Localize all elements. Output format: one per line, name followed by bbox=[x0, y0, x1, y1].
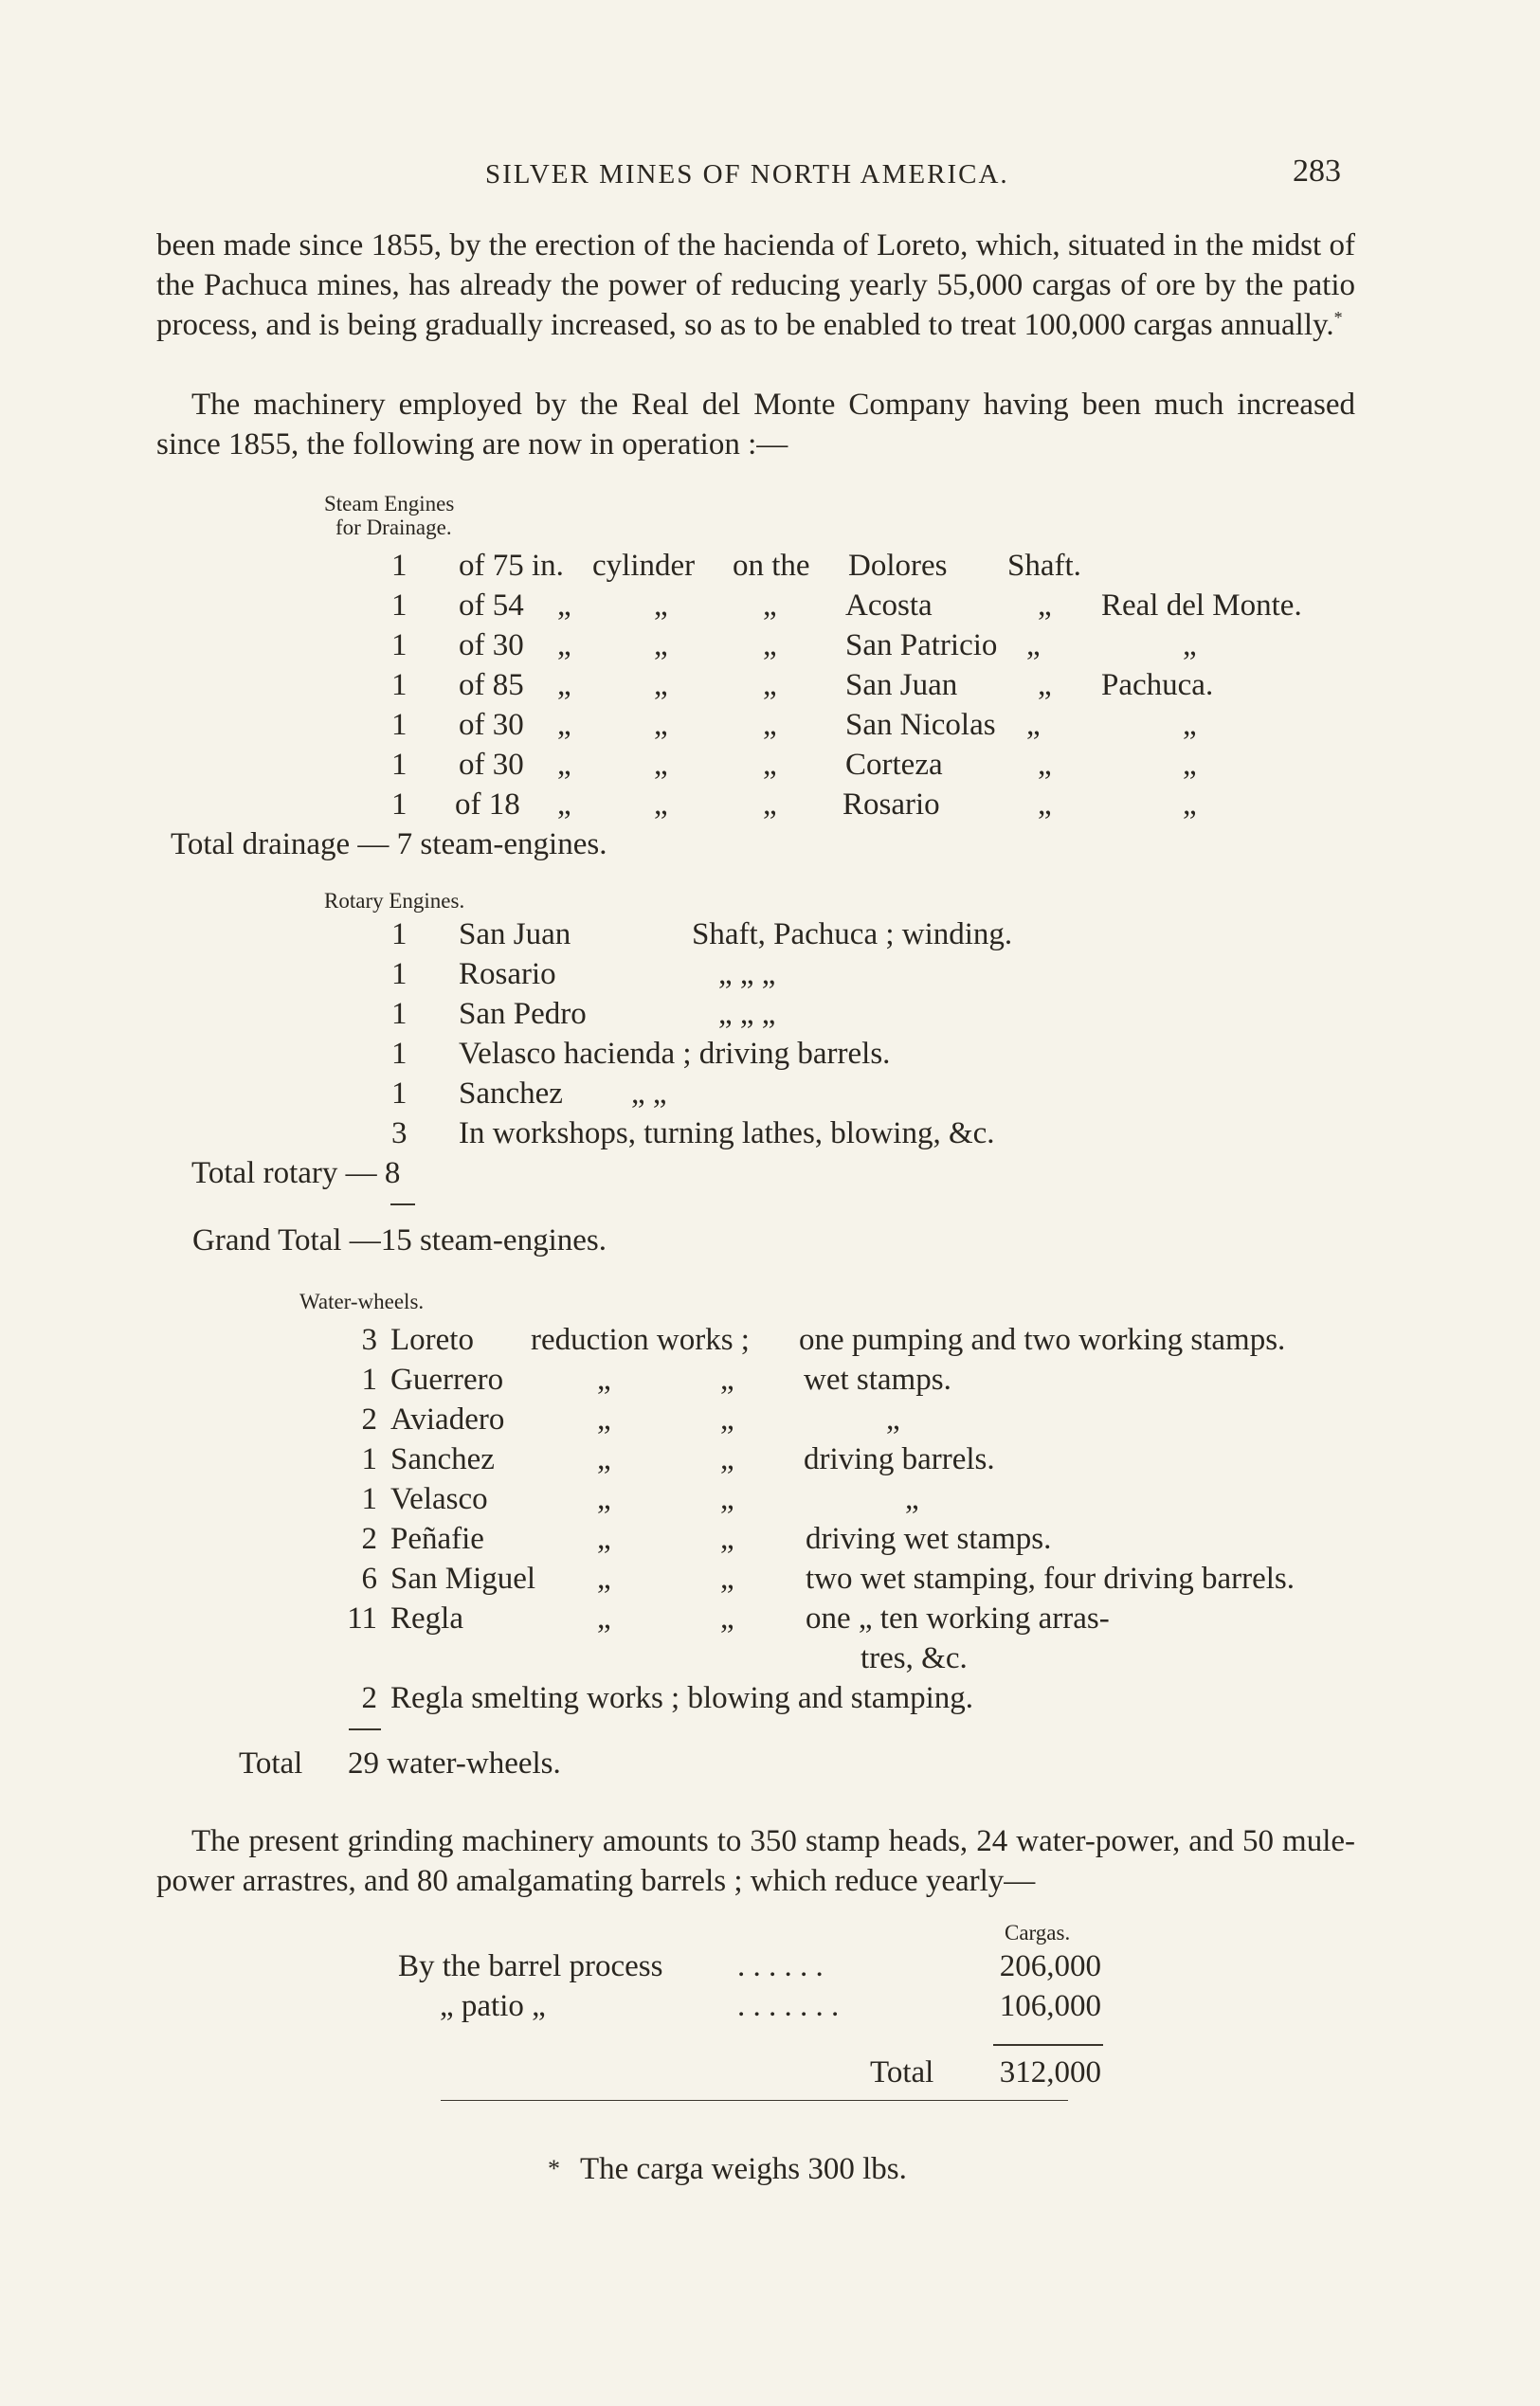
cargas-value: 206,000 bbox=[999, 1949, 1101, 1983]
water-desc: one pumping and two working stamps. bbox=[799, 1323, 1286, 1357]
water-works: reduction works ; bbox=[531, 1323, 750, 1357]
water-name: Velasco bbox=[390, 1482, 488, 1516]
water-count: 1 bbox=[361, 1442, 377, 1476]
steam-shaft: Dolores bbox=[848, 549, 948, 583]
water-sum-rule bbox=[349, 1728, 381, 1730]
steam-size: of 85 bbox=[459, 668, 524, 702]
steam-size: of 54 bbox=[459, 588, 524, 623]
steam-word: „ bbox=[1026, 708, 1041, 742]
cargas-leader: . . . . . . . bbox=[737, 1989, 840, 2023]
steam-place: „ bbox=[1183, 787, 1197, 822]
steam-prep: „ bbox=[654, 588, 668, 623]
water-desc-continuation: tres, &c. bbox=[861, 1641, 968, 1675]
water-works-2: „ bbox=[720, 1442, 734, 1476]
steam-size: of 30 bbox=[459, 628, 524, 662]
water-count: 3 bbox=[361, 1323, 377, 1357]
steam-count: 1 bbox=[391, 549, 408, 583]
steam-shaft: San Juan bbox=[845, 668, 958, 702]
steam-word: „ bbox=[1038, 668, 1052, 702]
steam-size: of 18 bbox=[455, 787, 520, 822]
steam-word: „ bbox=[1026, 628, 1041, 662]
rotary-sum-rule bbox=[390, 1203, 415, 1205]
rotary-count: 1 bbox=[391, 917, 408, 951]
steam-count: 1 bbox=[391, 588, 408, 623]
steam-place: Real del Monte. bbox=[1101, 588, 1302, 623]
steam-prep-2: „ bbox=[763, 748, 777, 782]
rotary-name: Sanchez bbox=[459, 1076, 563, 1111]
steam-word: Shaft. bbox=[1007, 549, 1081, 583]
water-works: „ bbox=[597, 1363, 611, 1397]
water-name: San Miguel bbox=[390, 1562, 536, 1596]
water-works: „ bbox=[597, 1482, 611, 1516]
steam-prep: „ bbox=[654, 668, 668, 702]
steam-size: of 30 bbox=[459, 708, 524, 742]
footnote-rule bbox=[441, 2100, 1068, 2101]
grand-total: Grand Total —15 steam-engines. bbox=[192, 1223, 607, 1257]
smelting-count: 2 bbox=[361, 1681, 377, 1715]
water-works: „ bbox=[597, 1522, 611, 1556]
rotary-count: 1 bbox=[391, 1037, 408, 1071]
water-count: 2 bbox=[361, 1402, 377, 1437]
steam-count: 1 bbox=[391, 668, 408, 702]
steam-count: 1 bbox=[391, 748, 408, 782]
water-name: Loreto bbox=[390, 1323, 474, 1357]
rotary-count: 1 bbox=[391, 997, 408, 1031]
rotary-detail: „ „ „ bbox=[718, 957, 776, 991]
water-desc: one „ ten working arras- bbox=[806, 1601, 1110, 1636]
smelting-line: Regla smelting works ; blowing and stamping. bbox=[390, 1681, 974, 1715]
steam-shaft: San Nicolas bbox=[845, 708, 996, 742]
page-number: 283 bbox=[1293, 154, 1341, 189]
water-desc: driving barrels. bbox=[804, 1442, 995, 1476]
steam-unit: „ bbox=[557, 708, 571, 742]
rotary-name: Velasco hacienda ; driving barrels. bbox=[459, 1037, 891, 1071]
footnote-reference: * bbox=[1333, 308, 1343, 327]
water-desc: „ bbox=[886, 1402, 900, 1437]
steam-place: „ bbox=[1183, 628, 1197, 662]
water-name: Regla bbox=[390, 1601, 463, 1636]
water-name: Aviadero bbox=[390, 1402, 505, 1437]
rotary-detail: „ „ bbox=[631, 1076, 667, 1111]
water-total-value: 29 water-wheels. bbox=[348, 1746, 561, 1781]
steam-word: „ bbox=[1038, 787, 1052, 822]
water-works: „ bbox=[597, 1562, 611, 1596]
rotary-total: Total rotary — 8 bbox=[191, 1156, 401, 1190]
steam-place: „ bbox=[1183, 708, 1197, 742]
paragraph-1 bbox=[156, 226, 1355, 345]
steam-prep: „ bbox=[654, 628, 668, 662]
steam-shaft: San Patricio bbox=[845, 628, 998, 662]
steam-unit: „ bbox=[557, 668, 571, 702]
steam-count: 1 bbox=[391, 787, 408, 822]
water-works-2: „ bbox=[720, 1363, 734, 1397]
rotary-count: 3 bbox=[391, 1116, 408, 1150]
cargas-label: „ patio „ bbox=[440, 1989, 546, 2023]
rotary-detail: Shaft, Pachuca ; winding. bbox=[692, 917, 1013, 951]
rotary-name: In workshops, turning lathes, blowing, &c. bbox=[459, 1116, 995, 1150]
steam-word: „ bbox=[1038, 748, 1052, 782]
steam-shaft: Acosta bbox=[845, 588, 933, 623]
cargas-sum-rule bbox=[993, 2044, 1103, 2046]
footnote-text: The carga weighs 300 lbs. bbox=[580, 2152, 907, 2186]
water-count: 1 bbox=[361, 1482, 377, 1516]
water-works: „ bbox=[597, 1601, 611, 1636]
steam-unit: „ bbox=[557, 628, 571, 662]
water-count: 1 bbox=[361, 1363, 377, 1397]
water-desc: wet stamps. bbox=[804, 1363, 951, 1397]
rotary-count: 1 bbox=[391, 1076, 408, 1111]
rotary-detail: „ „ „ bbox=[718, 997, 776, 1031]
water-total-label: Total bbox=[239, 1746, 303, 1781]
steam-unit: „ bbox=[557, 787, 571, 822]
paragraph-3: The present grinding machinery amounts to 350 stamp heads, 24 water-power, and 50 mule-power arrastres, and 80 amalgamating barrels ; which reduce yearly— bbox=[156, 1824, 1355, 1898]
steam-total: Total drainage — 7 steam-engines. bbox=[171, 827, 607, 861]
steam-size: of 75 in. bbox=[459, 549, 564, 583]
paragraph-1-text: been made since 1855, by the erection of the hacienda of Loreto, which, situated in the midst of the Pachuca mines, has already the power of reducing yearly 55,000 cargas of ore by the patio process, and is being gradually increased, so as to be enabled to treat 100,000 cargas annually. bbox=[156, 228, 1355, 342]
water-count: 11 bbox=[347, 1601, 377, 1636]
steam-shaft: Rosario bbox=[842, 787, 940, 822]
steam-place: „ bbox=[1183, 748, 1197, 782]
steam-word: „ bbox=[1038, 588, 1052, 623]
footnote-mark: * bbox=[548, 2155, 560, 2182]
water-name: Peñafie bbox=[390, 1522, 484, 1556]
water-works-2: „ bbox=[720, 1562, 734, 1596]
steam-prep: „ bbox=[654, 748, 668, 782]
cargas-value: 106,000 bbox=[999, 1989, 1101, 2023]
water-count: 6 bbox=[361, 1562, 377, 1596]
steam-shaft: Corteza bbox=[845, 748, 943, 782]
water-desc: driving wet stamps. bbox=[806, 1522, 1052, 1556]
steam-prep-2: „ bbox=[763, 668, 777, 702]
paragraph-2: The machinery employed by the Real del Monte Company having been much increased since 1855, the following are now in operation :— bbox=[156, 388, 1355, 461]
steam-count: 1 bbox=[391, 708, 408, 742]
water-works-2: „ bbox=[720, 1601, 734, 1636]
running-head: SILVER MINES OF NORTH AMERICA. bbox=[485, 159, 1009, 190]
cargas-label: By the barrel process bbox=[398, 1949, 663, 1983]
steam-place: Pachuca. bbox=[1101, 668, 1214, 702]
water-works: „ bbox=[597, 1442, 611, 1476]
water-works-2: „ bbox=[720, 1522, 734, 1556]
water-works-2: „ bbox=[720, 1402, 734, 1437]
cargas-total-label: Total bbox=[870, 2055, 934, 2089]
rotary-heading: Rotary Engines. bbox=[324, 889, 465, 913]
steam-prep: „ bbox=[654, 787, 668, 822]
steam-unit: „ bbox=[557, 588, 571, 623]
water-name: Guerrero bbox=[390, 1363, 504, 1397]
rotary-name: San Pedro bbox=[459, 997, 587, 1031]
steam-unit: „ bbox=[557, 748, 571, 782]
steam-prep: „ bbox=[654, 708, 668, 742]
cargas-total-value: 312,000 bbox=[999, 2055, 1101, 2089]
steam-prep-2: „ bbox=[763, 588, 777, 623]
water-heading: Water-wheels. bbox=[299, 1290, 425, 1313]
cargas-heading: Cargas. bbox=[1005, 1921, 1071, 1945]
steam-size: of 30 bbox=[459, 748, 524, 782]
steam-heading-line2: for Drainage. bbox=[335, 516, 452, 539]
steam-prep-2: „ bbox=[763, 628, 777, 662]
rotary-count: 1 bbox=[391, 957, 408, 991]
water-desc: „ bbox=[905, 1482, 919, 1516]
steam-heading-line1: Steam Engines bbox=[324, 492, 455, 516]
cargas-leader: . . . . . . bbox=[737, 1949, 824, 1983]
water-works: „ bbox=[597, 1402, 611, 1437]
water-desc: two wet stamping, four driving barrels. bbox=[806, 1562, 1295, 1596]
steam-unit: cylinder bbox=[592, 549, 696, 583]
water-name: Sanchez bbox=[390, 1442, 495, 1476]
steam-count: 1 bbox=[391, 628, 408, 662]
rotary-name: Rosario bbox=[459, 957, 556, 991]
water-count: 2 bbox=[361, 1522, 377, 1556]
rotary-name: San Juan bbox=[459, 917, 571, 951]
steam-prep-2: „ bbox=[763, 708, 777, 742]
steam-prep: on the bbox=[733, 549, 810, 583]
water-works-2: „ bbox=[720, 1482, 734, 1516]
steam-prep-2: „ bbox=[763, 787, 777, 822]
